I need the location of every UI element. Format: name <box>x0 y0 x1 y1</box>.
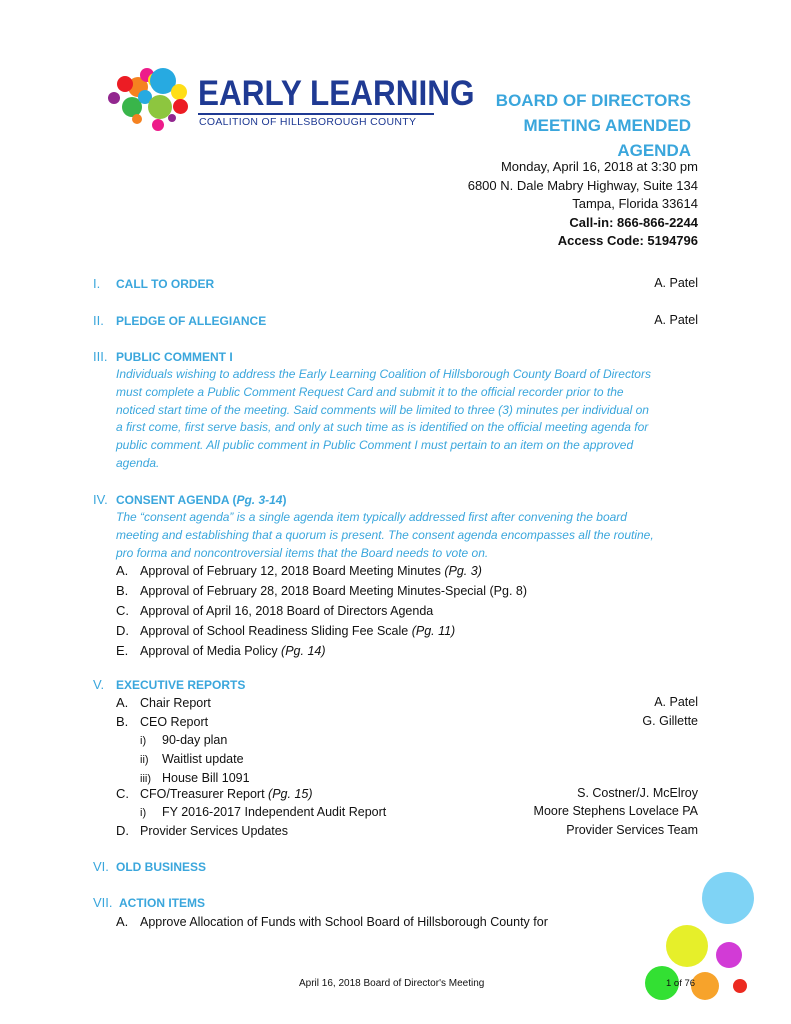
logo-underline <box>198 113 434 115</box>
sub-item-text: Waitlist update <box>162 752 244 766</box>
presenter: A. Patel <box>654 695 698 709</box>
section-number: II. <box>93 313 104 328</box>
item-text: Approval of Media Policy <box>140 644 282 658</box>
agenda-title <box>496 88 691 163</box>
sub-item-number: ii) <box>140 754 149 766</box>
agenda-title-line: BOARD OF DIRECTORS <box>495 91 691 110</box>
desc-line: noticed start time of the meeting. Said comments will be limited to three (3) minutes per individual on <box>116 402 649 417</box>
desc-line: a first come, first serve basis, and only at such time as is identified on the official meeting agenda for <box>116 420 649 435</box>
page-ref: Pg. 3-14 <box>236 493 283 507</box>
decorative-circle <box>716 942 742 968</box>
meeting-address-line1: 6800 N. Dale Mabry Highway, Suite 134 <box>467 177 698 193</box>
desc-line: agenda. <box>116 455 160 470</box>
sub-item-text: 90-day plan <box>162 733 228 747</box>
consent-title-close: ) <box>282 493 287 507</box>
sub-item <box>140 803 386 822</box>
section-number: V. <box>93 677 105 692</box>
item-text: Approval of February 12, 2018 Board Meeting Minutes <box>140 564 445 578</box>
list-item <box>116 784 313 804</box>
logo-dot <box>168 114 176 122</box>
item-text: Approve Allocation of Funds with School Board of Hillsborough County for <box>140 915 548 929</box>
list-item <box>116 912 548 932</box>
section-title-consent-agenda <box>116 493 286 507</box>
section-number: I. <box>93 276 101 291</box>
logo-dot <box>173 99 188 114</box>
item-letter: D. <box>116 823 129 838</box>
item-letter: D. <box>116 623 129 638</box>
item-letter: B. <box>116 583 129 598</box>
item-letter: C. <box>116 786 129 801</box>
presenter: A. Patel <box>654 276 698 290</box>
sub-item <box>140 731 250 750</box>
meeting-details <box>468 158 698 251</box>
list-item <box>116 581 527 601</box>
item-letter: A. <box>116 563 129 578</box>
section-title-executive-reports: EXECUTIVE REPORTS <box>116 678 246 692</box>
sub-item-text: FY 2016-2017 Independent Audit Report <box>162 805 387 819</box>
decorative-circle <box>666 925 708 967</box>
desc-line: pro forma and noncontroversial items that the Board needs to vote on. <box>116 545 489 560</box>
sub-item-number: i) <box>140 735 147 747</box>
item-text: CFO/Treasurer Report <box>140 787 269 801</box>
section-number: IV. <box>93 492 108 507</box>
presenter: G. Gillette <box>642 714 698 728</box>
section-number: III. <box>93 349 108 364</box>
logo-name: EARLY LEARNING <box>198 74 475 113</box>
presenter: S. Costner/J. McElroy <box>577 786 698 800</box>
section-title-public-comment: PUBLIC COMMENT I <box>116 350 233 364</box>
list-item <box>116 693 211 713</box>
consent-agenda-items <box>116 561 527 661</box>
logo-dot <box>152 119 164 131</box>
item-text: Approval of School Readiness Sliding Fee Scale <box>140 624 412 638</box>
section-number: VI. <box>93 859 109 874</box>
item-letter: E. <box>116 643 129 658</box>
meeting-date: Monday, April 16, 2018 at 3:30 pm <box>500 159 698 174</box>
item-letter: C. <box>116 603 129 618</box>
section-title-old-business: OLD BUSINESS <box>116 860 207 874</box>
agenda-title-line: MEETING AMENDED <box>523 116 691 135</box>
meeting-address-line2: Tampa, Florida 33614 <box>572 196 698 211</box>
desc-line: must complete a Public Comment Request Card and submit it to the official recorder prior to the <box>116 384 624 399</box>
ceo-report-subitems <box>140 731 250 788</box>
decorative-circle <box>702 872 754 924</box>
list-item <box>116 712 208 732</box>
page-ref: (Pg. 11) <box>411 624 456 638</box>
section-title-call-to-order: CALL TO ORDER <box>116 277 215 291</box>
list-item <box>116 601 527 621</box>
item-text: Provider Services Updates <box>140 824 288 838</box>
presenter: Provider Services Team <box>566 823 698 837</box>
item-text: Approval of February 28, 2018 Board Meeting Minutes-Special (Pg. 8) <box>140 584 528 598</box>
page-number: 1 of 76 <box>666 978 696 989</box>
sub-item <box>140 750 250 769</box>
sub-item-number: iii) <box>140 773 151 785</box>
desc-line: meeting and establishing that a quorum is present. The consent agenda encompasses all the routine, <box>116 527 654 542</box>
item-text: Approval of April 16, 2018 Board of Directors Agenda <box>140 604 434 618</box>
item-letter: B. <box>116 714 129 729</box>
list-item <box>116 641 527 661</box>
sub-item-text: House Bill 1091 <box>162 771 250 785</box>
consent-title-text: CONSENT AGENDA ( <box>116 493 237 507</box>
desc-line: The “consent agenda” is a single agenda item typically addressed first after convening the board <box>116 510 627 524</box>
desc-line: public comment. All public comment in Public Comment I must pertain to an item on the approved <box>116 438 634 453</box>
list-item <box>116 821 288 841</box>
presenter: A. Patel <box>654 313 698 327</box>
access-code: Access Code: 5194796 <box>557 233 698 248</box>
logo-dot <box>171 84 187 100</box>
page-ref: (Pg. 14) <box>281 644 326 658</box>
list-item <box>116 561 527 581</box>
consent-agenda-description <box>116 509 654 562</box>
logo-subtitle: COALITION OF HILLSBOROUGH COUNTY <box>199 116 417 128</box>
call-in-number: Call-in: 866-866-2244 <box>569 214 698 230</box>
desc-line: Individuals wishing to address the Early Learning Coalition of Hillsborough County Board of Directors <box>116 367 651 381</box>
item-letter: A. <box>116 695 129 710</box>
section-title-action-items: ACTION ITEMS <box>119 896 205 910</box>
logo-dot <box>117 76 133 92</box>
page-ref: (Pg. 3) <box>444 564 482 578</box>
logo-dot <box>108 92 120 104</box>
agenda-title-line: AGENDA <box>617 141 691 160</box>
sub-item-number: i) <box>140 807 147 819</box>
item-text: Chair Report <box>140 696 211 710</box>
page-ref: (Pg. 15) <box>268 787 313 801</box>
section-number: VII. <box>93 895 113 910</box>
section-title-pledge: PLEDGE OF ALLEGIANCE <box>116 314 267 328</box>
decorative-circle <box>691 972 719 1000</box>
item-text: CEO Report <box>140 715 209 729</box>
footer-meeting: April 16, 2018 Board of Director's Meeting <box>299 978 485 989</box>
public-comment-description <box>116 366 651 473</box>
presenter: Moore Stephens Lovelace PA <box>533 804 698 818</box>
item-letter: A. <box>116 914 129 929</box>
decorative-circle <box>733 979 747 993</box>
list-item <box>116 621 527 641</box>
logo-dot <box>132 114 142 124</box>
